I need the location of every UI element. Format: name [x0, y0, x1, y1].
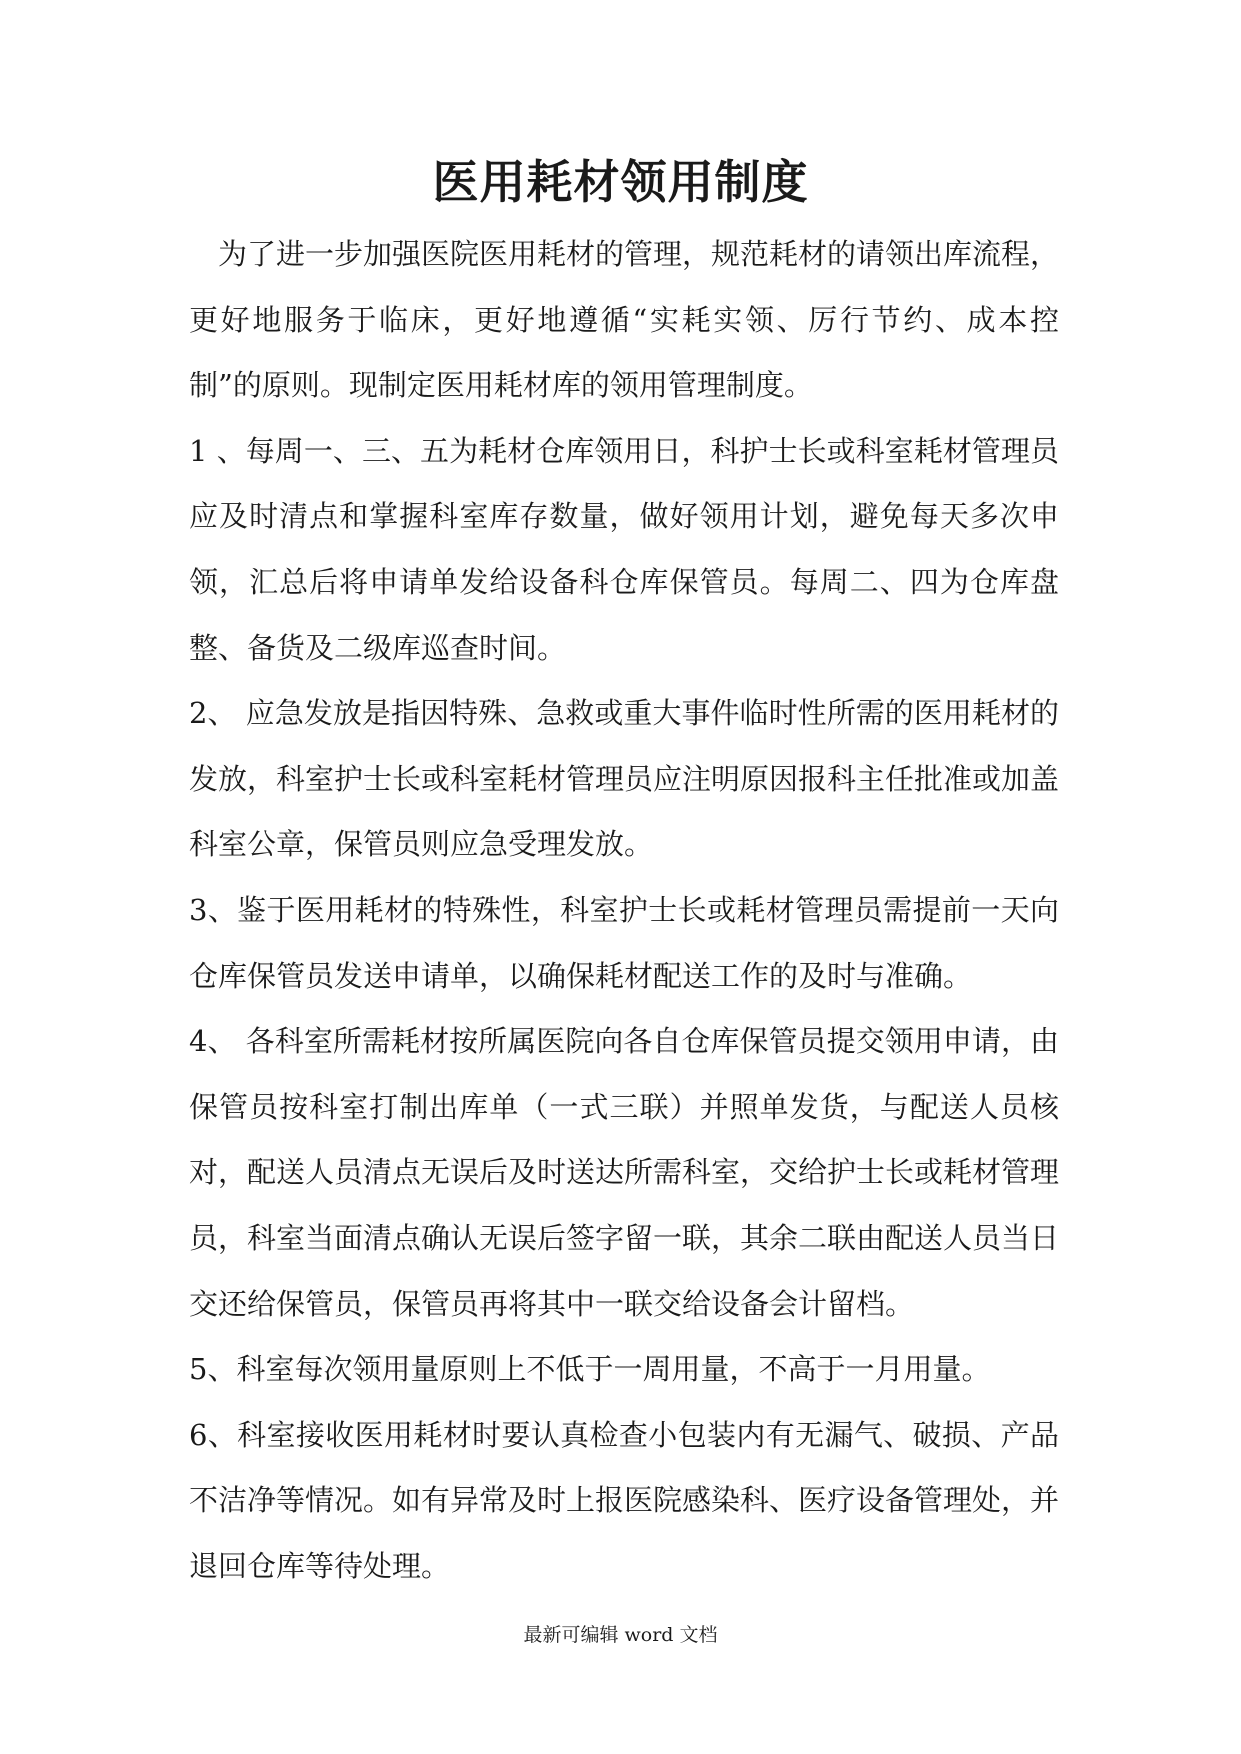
rule-paragraph-1: 1 、每周一、三、五为耗材仓库领用日，科护士长或科室耗材管理员应及时清点和掌握科室库存数量，做好领用计划，避免每天多次申领，汇总后将申请单发给设备科仓库保管员。每周二、四为仓库盘整、备货及二级库巡查时间。 — [189, 433, 1059, 665]
rule-paragraph-6: 6、科室接收医用耗材时要认真检查小包装内有无漏气、破损、产品不洁净等情况。如有异常及时上报医院感染科、医疗设备管理处，并退回仓库等待处理。 — [189, 1417, 1060, 1583]
rule-paragraph-3: 3、鉴于医用耗材的特殊性，科室护士长或耗材管理员需提前一天向仓库保管员发送申请单，以确保耗材配送工作的及时与准确。 — [189, 892, 1059, 993]
rule-paragraph-2: 2、 应急发放是指因特殊、急救或重大事件临时性所需的医用耗材的发放，科室护士长或科室耗材管理员应注明原因报科主任批准或加盖科室公章，保管员则应急受理发放。 — [189, 696, 1060, 862]
intro-paragraph: 为了进一步加强医院医用耗材的管理，规范耗材的请领出库流程，更好地服务于临床，更好地遵循“实耗实领、厉行节约、成本控制”的原则。现制定医用耗材库的领用管理制度。 — [189, 237, 1060, 403]
rule-paragraph-4: 4、 各科室所需耗材按所属医院向各自仓库保管员提交领用申请，由保管员按科室打制出库单（一式三联）并照单发货，与配送人员核对，配送人员清点无误后及时送达所需科室，交给护士长或耗材管理员，科室当面清点确认无误后签字留一联，其余二联由配送人员当日交还给保管员，保管员再将其中一联交给设备会计留档。 — [189, 1024, 1060, 1321]
page-footer: 最新可编辑 word 文档 — [523, 1624, 718, 1646]
page-title: 医用耗材领用制度 — [432, 155, 809, 209]
document-body — [189, 222, 1059, 1599]
rule-paragraph-5: 5、科室每次领用量原则上不低于一周用量，不高于一月用量。 — [189, 1352, 991, 1387]
